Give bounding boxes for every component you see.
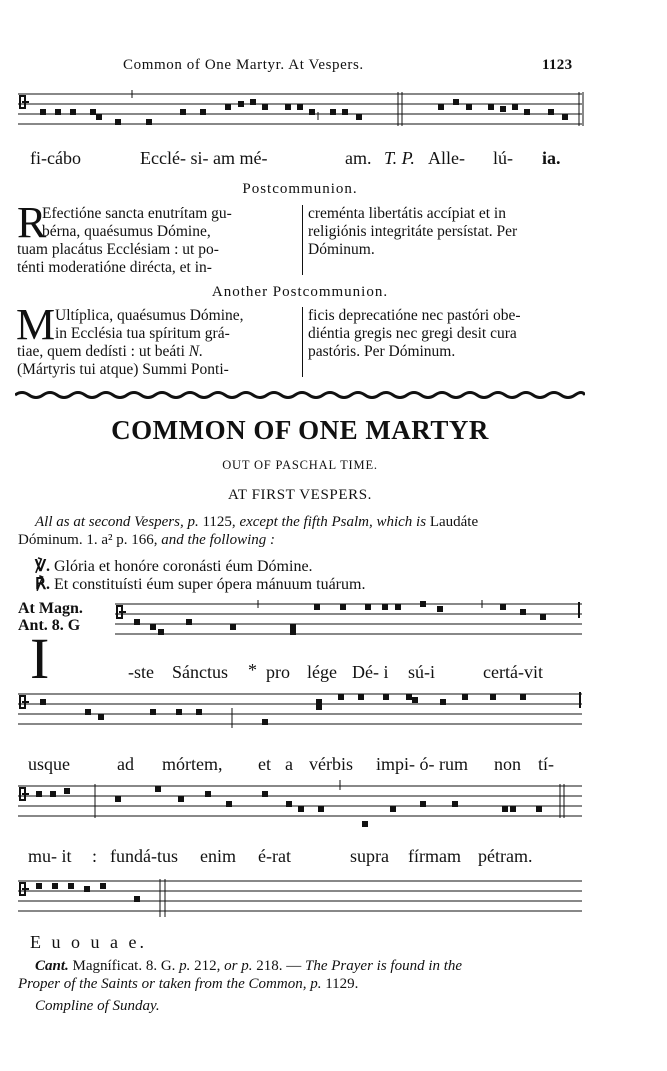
rubric-text: except the fifth Psalm, which is xyxy=(239,514,427,530)
rubric-text: and the following : xyxy=(161,532,275,548)
antiphon-lyric: * xyxy=(248,660,257,680)
rubric-text: Laudáte xyxy=(429,514,479,530)
dropcap-m: M xyxy=(16,300,56,349)
rubric-line xyxy=(35,514,478,531)
text-line: Dóminum. xyxy=(308,241,375,258)
antiphon-lyric: certá-vit xyxy=(483,662,543,682)
antiphon-lyric: Dé- i xyxy=(352,662,389,682)
antiphon-lyric: sú-i xyxy=(408,662,435,682)
rubric-text: The Prayer is found in the xyxy=(305,958,463,974)
antiphon-lyric: impi- ó- rum xyxy=(376,754,468,774)
antiphon-lyric: ad xyxy=(117,754,134,774)
another-postcommunion-left xyxy=(16,300,300,379)
compline-heading: Compline of Sunday. xyxy=(35,998,160,1014)
rubric-text: All as at second Vespers, p. xyxy=(35,514,199,530)
column-rule xyxy=(302,205,303,275)
antiphon-lyric: non xyxy=(494,754,521,774)
chant-staff-euouae xyxy=(0,875,600,921)
euouae: E u o u a e. xyxy=(30,932,147,952)
antiphon-lyric: usque xyxy=(28,754,70,774)
antiphon-initial: I xyxy=(30,626,50,691)
postcommunion-right xyxy=(308,205,590,259)
text-line: bérna, quaésumus Dómine, xyxy=(42,223,211,240)
antiphon-lyric: mórtem, xyxy=(162,754,223,774)
rubric-text: or xyxy=(224,958,238,974)
rubric-text: p. xyxy=(179,958,191,974)
text-line: ficis deprecatióne nec pastóri obe- xyxy=(308,307,521,324)
section-subtitle: OUT OF PASCHAL TIME. xyxy=(222,458,378,472)
chant-staff-2 xyxy=(0,598,600,642)
rubric-line xyxy=(18,976,358,993)
text-line: in Ecclésia tua spíritum grá- xyxy=(55,325,230,342)
antiphon-lyric: tí- xyxy=(538,754,554,774)
antiphon-lyric: supra xyxy=(350,846,389,866)
postcommunion-left xyxy=(17,198,300,277)
rubric-page-ref: 218. xyxy=(256,958,283,974)
chant1-lyric: am. xyxy=(345,148,372,168)
antiphon-lyric: enim xyxy=(200,846,236,866)
page-number: 1123 xyxy=(542,57,573,73)
text-line: diéntia gregis nec gregi desit cura xyxy=(308,325,517,342)
text-line: (Mártyris tui atque) Summi Ponti- xyxy=(17,361,229,378)
rubric-text: Dóminum. 1. a² p. 166, xyxy=(18,532,158,548)
name-placeholder: N. xyxy=(188,343,203,360)
antiphon-lyric: a xyxy=(285,754,293,774)
antiphon-lyric: pro xyxy=(266,662,290,682)
rubric-text: — xyxy=(286,958,302,974)
text-line: ténti moderatióne dirécta, et in- xyxy=(17,259,212,276)
rubric-line xyxy=(18,532,275,549)
antiphon-lyric: : xyxy=(92,846,98,866)
response-symbol: ℟. xyxy=(35,576,50,593)
antiphon-lyric: é-rat xyxy=(258,846,291,866)
antiphon-lyric: et xyxy=(258,754,271,774)
antiphon-lyric: lége xyxy=(307,662,337,682)
text-line: Ultíplica, quaésumus Dómine, xyxy=(55,307,244,324)
response xyxy=(35,574,365,594)
text-line xyxy=(17,343,300,361)
chant1-lyric: Ecclé- si- am mé- xyxy=(140,148,268,168)
text-line: creménta libertátis accípiat et in xyxy=(308,205,506,222)
another-postcommunion-heading: Another Postcommunion. xyxy=(211,284,389,300)
ornamental-divider xyxy=(15,390,585,400)
antiphon-lyric: Sánctus xyxy=(172,662,228,682)
versicle-symbol: ℣. xyxy=(35,558,50,575)
antiphon-lyric: mu- it xyxy=(28,846,72,866)
antiphon-lyric: pétram. xyxy=(478,846,533,866)
chant1-tp: T. P. xyxy=(384,148,415,168)
dropcap-r: R xyxy=(17,198,47,247)
chant1-lyric: fi-cábo xyxy=(30,148,81,168)
versicle xyxy=(35,556,313,576)
versicle-text: Glória et honóre coronásti éum Dómine. xyxy=(53,558,313,575)
rubric-text: Cant. xyxy=(35,958,69,974)
text-segment: tiae, quem dedísti : ut beáti xyxy=(17,343,185,360)
antiphon-mode: Ant. 8. G xyxy=(18,617,81,634)
chant-staff-4 xyxy=(0,780,600,830)
antiphon-lyric: -ste xyxy=(128,662,154,682)
another-postcommunion-right xyxy=(308,307,590,361)
response-text: Et constituísti éum super ópera mánuum tuárum. xyxy=(53,576,366,593)
chant1-lyric: ia. xyxy=(542,148,561,168)
text-line: tuam placátus Ecclésiam : ut po- xyxy=(17,241,219,258)
rubric-text: Proper of the Saints or taken from the Common, p. xyxy=(18,976,322,992)
office-heading: AT FIRST VESPERS. xyxy=(227,487,372,503)
running-title: Common of One Martyr. At Vespers. xyxy=(123,57,364,73)
rubric-text: p. xyxy=(241,958,253,974)
chant-staff-1 xyxy=(0,88,600,134)
rubric-page-ref: 212, xyxy=(194,958,221,974)
antiphon-lyric: fírmam xyxy=(408,846,461,866)
antiphon-lyric: vérbis xyxy=(309,754,353,774)
chant1-lyric: Alle- xyxy=(428,148,465,168)
chant1-lyric: lú- xyxy=(493,148,513,168)
chant-staff-3 xyxy=(0,686,600,732)
antiphon-label: At Magn. xyxy=(18,600,83,617)
rubric-page-ref: 1125, xyxy=(202,514,236,530)
antiphon-lyric: fundá-tus xyxy=(110,846,178,866)
text-line: religiónis integritáte persístat. Per xyxy=(308,223,518,240)
rubric-line xyxy=(35,958,462,975)
text-line: pastóris. Per Dóminum. xyxy=(308,343,456,360)
text-line: Efectióne sancta enutrítam gu- xyxy=(42,205,232,222)
postcommunion-heading: Postcommunion. xyxy=(242,181,358,197)
rubric-page-ref: 1129. xyxy=(325,976,359,992)
column-rule xyxy=(302,307,303,377)
section-title: COMMON OF ONE MARTYR xyxy=(111,415,489,445)
rubric-text: Magníficat. 8. G. xyxy=(72,958,176,974)
